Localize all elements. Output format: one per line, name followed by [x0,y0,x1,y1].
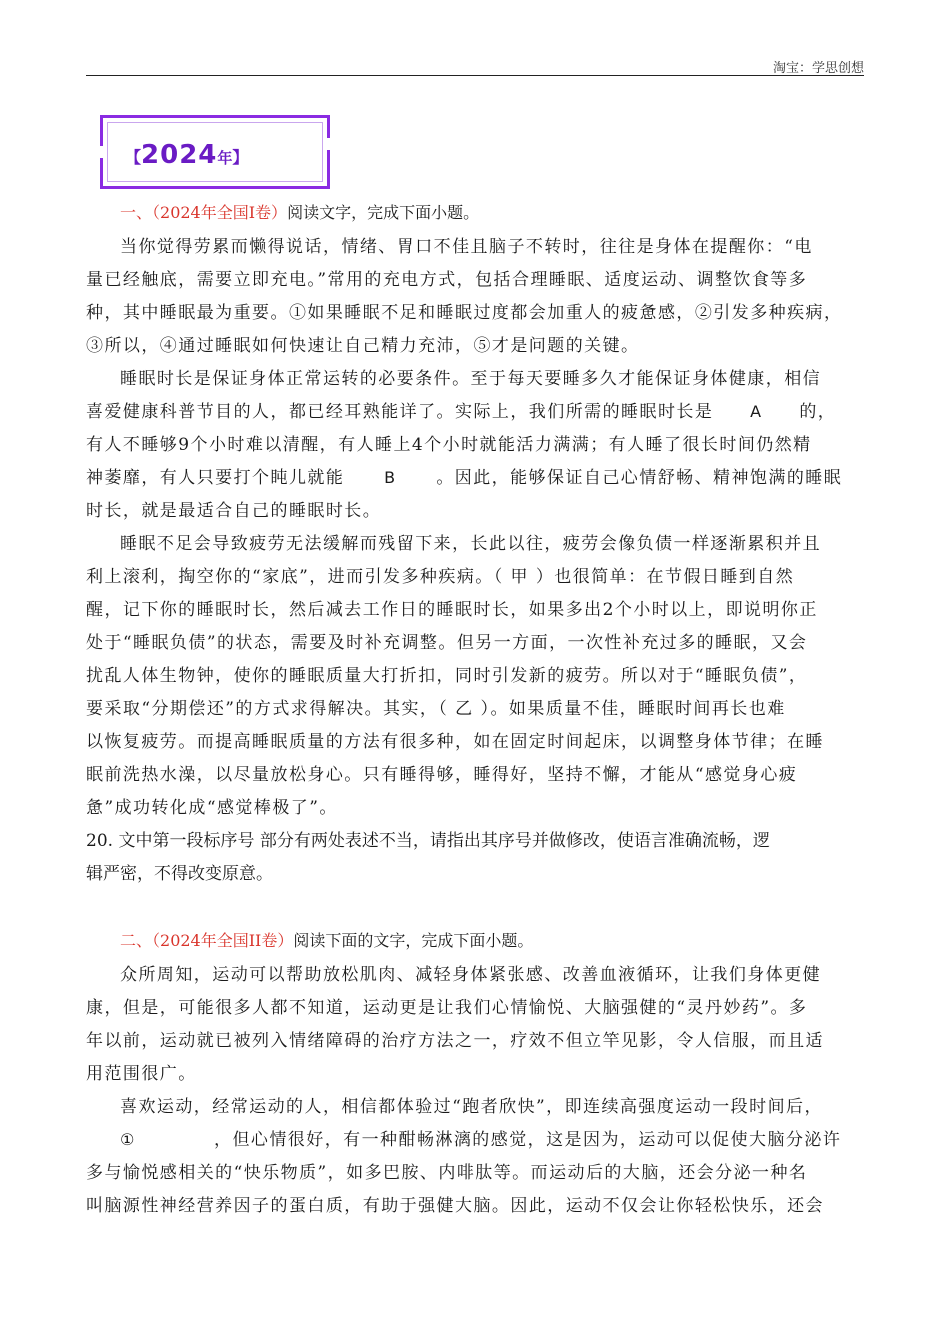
text-line: 时长，就是最适合自己的睡眠时长。 [86,501,382,521]
blank-a: A [750,402,763,421]
text-line: 处于“睡眠负债”的状态，需要及时补充调整。但另一方面，一次性补充过多的睡眠，又会 [86,633,808,653]
text-segment: ，但心情很好，有一种酣畅淋漓的感觉，这是因为，运动可以促使大脑分泌许 [214,1130,842,1150]
section2-heading [120,931,900,951]
text-segment: 。因此，能够保证自己心情舒畅、精神饱满的睡眠 [436,468,843,488]
text-line: 种，其中睡眠最为重要。①如果睡眠不足和睡眠过度都会加重人的疲惫感，②引发多种疾病， [86,303,843,323]
section1-number: 一、 [120,203,153,222]
text-line: 惫”成功转化成“感觉棒极了”。 [86,798,338,818]
header-shop-label: 淘宝：学思创想 [772,61,864,76]
section2-number: 二、 [120,931,153,950]
page-header [86,57,864,76]
year-bracket-open: 【 [125,148,142,167]
year-heading-box [100,115,330,189]
text-line: 年以前，运动就已被列入情绪障碍的治疗方法之一，疗效不但立竿见影，令人信服，而且适 [86,1031,824,1051]
year-bracket-close: 】 [232,148,249,167]
year-unit: 年 [217,149,233,167]
section1-instruction: 阅读文字，完成下面小题。 [287,203,480,222]
year-number: 2024 [141,140,218,170]
text-line: 多与愉悦感相关的“快乐物质”，如多巴胺、内啡肽等。而运动后的大脑，还会分泌一种名 [86,1163,808,1183]
year-box-notch [99,146,106,158]
text-line: 要采取“分期偿还”的方式求得解决。其实，（ 乙 ）。如果质量不佳，睡眠时间再长也难 [86,699,786,719]
blank-1: ① [120,1130,136,1149]
text-line: 康，但是，可能很多人都不知道，运动更是让我们心情愉悦、大脑强健的“灵丹妙药”。多 [86,998,808,1018]
question-20: 20. 文中第一段标序号 部分有两处表述不当，请指出其序号并做修改，使语言准确流畅，逻 [86,831,770,851]
text-line: 用范围很广。 [86,1064,197,1084]
text-line [120,1130,900,1150]
section2-source: （2024年全国II卷） [152,931,294,950]
text-line: 当你觉得劳累而懒得说话，情绪、胃口不佳且脑子不转时，往往是身体在提醒你：“电 [120,237,813,257]
text-line: 量已经触底，需要立即充电。”常用的充电方式，包括合理睡眠、适度运动、调整饮食等多 [86,270,808,290]
text-line: 有人不睡够9个小时难以清醒，有人睡上4个小时就能活力满满；有人睡了很长时间仍然精 [86,435,812,455]
text-line: 扰乱人体生物钟，使你的睡眠质量大打折扣，同时引发新的疲劳。所以对于“睡眠负债”， [86,666,808,686]
text-line: 众所周知，运动可以帮助放松肌肉、减轻身体紧张感、改善血液循环，让我们身体更健 [120,965,822,985]
text-segment: 神萎靡，有人只要打个盹儿就能 [86,468,345,488]
text-line: ③所以，④通过睡眠如何快速让自己精力充沛，⑤才是问题的关键。 [86,336,640,356]
text-segment: 的， [799,402,837,422]
section2-instruction: 阅读下面的文字，完成下面小题。 [293,931,534,950]
text-line: 利上滚利，掏空你的“家底”，进而引发多种疾病。（ 甲 ）也很简单：在节假日睡到自然 [86,567,795,587]
text-line [86,402,866,422]
blank-b: B [384,468,397,487]
text-line: 以恢复疲劳。而提高睡眠质量的方法有很多种，如在固定时间起床，以调整身体节律；在睡 [86,732,824,752]
text-line: 喜欢运动，经常运动的人，相信都体验过“跑者欣快”，即连续高强度运动一段时间后， [120,1097,823,1117]
text-line: 眠前洗热水澡，以尽量放松身心。只有睡得够，睡得好，坚持不懈，才能从“感觉身心疲 [86,765,798,785]
text-line: 睡眠不足会导致疲劳无法缓解而残留下来，长此以往，疲劳会像负债一样逐渐累积并且 [120,534,822,554]
text-line: 醒，记下你的睡眠时长，然后减去工作日的睡眠时长，如果多出2个小时以上，即说明你正 [86,600,818,620]
text-line: 叫脑源性神经营养因子的蛋白质，有助于强健大脑。因此，运动不仅会让你轻松快乐，还会 [86,1196,824,1216]
section1-heading [120,203,900,223]
text-line [86,468,866,488]
year-box-notch [324,138,331,150]
year-heading [125,140,248,170]
section1-source: （2024年全国I卷） [152,203,288,222]
text-segment: 喜爱健康科普节目的人，都已经耳熟能详了。实际上，我们所需的睡眠时长是 [86,402,714,422]
text-line: 睡眠时长是保证身体正常运转的必要条件。至于每天要睡多久才能保证身体健康，相信 [120,369,822,389]
question-20-cont: 辑严密，不得改变原意。 [86,864,273,884]
